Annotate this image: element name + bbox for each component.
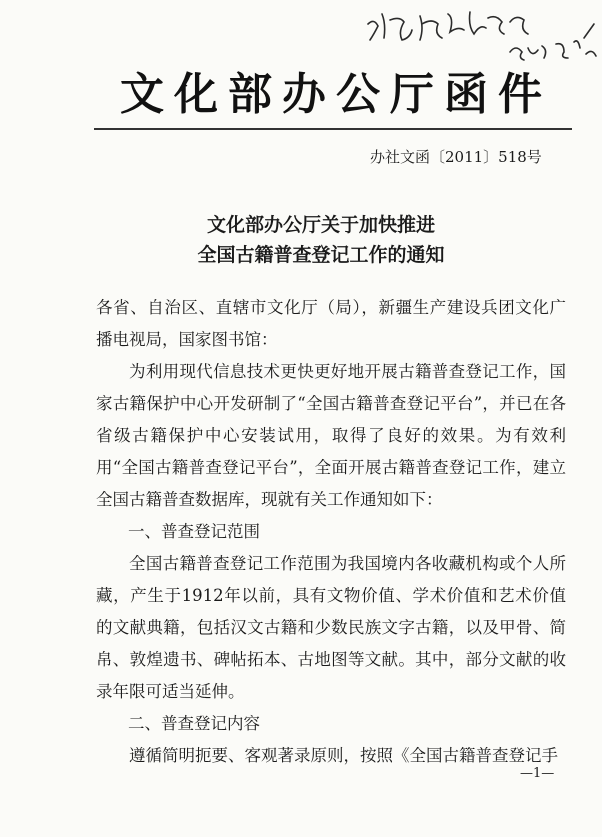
section-2-body: 遵循简明扼要、客观著录原则，按照《全国古籍普查登记手 <box>129 746 558 765</box>
section-2-heading: 二、普查登记内容 <box>128 714 260 733</box>
intro-paragraph: 为利用现代信息技术更快更好地开展古籍普查登记工作，国家古籍保护中心开发研制了“全国古籍普查登记平台”，并已在各省级古籍保护中心安装试用，取得了良好的效果。为有效利用“全国古籍普查登记平台”，全面开展古籍普查登记工作，建立全国古籍普查数据库，现就有关工作通知如下： <box>96 362 566 509</box>
addressee: 各省、自治区、直辖市文化厅（局），新疆生产建设兵团文化广播电视局，国家图书馆： <box>96 298 566 349</box>
section-1-heading: 一、普查登记范围 <box>128 522 260 541</box>
page-number: —1— <box>520 766 555 781</box>
notice-title-line-1: 文化部办公厅关于加快推进 <box>206 214 435 236</box>
document-number: 办社文函〔2011〕518号 <box>370 148 542 166</box>
letterhead-rule <box>94 128 572 130</box>
letterhead-title: 文化部办公厅函件 <box>120 69 552 120</box>
notice-title-line-2: 全国古籍普查登记工作的通知 <box>197 244 445 266</box>
notice-body <box>96 292 566 772</box>
section-1-body: 全国古籍普查登记工作范围为我国境内各收藏机构或个人所藏，产生于1912年以前，具有文物价值、学术价值和艺术价值的文献典籍，包括汉文古籍和少数民族文字古籍，以及甲骨、简帛、敦煌遗书、碑帖拓本、古地图等文献。其中，部分文献的收录年限可适当延伸。 <box>96 554 566 701</box>
